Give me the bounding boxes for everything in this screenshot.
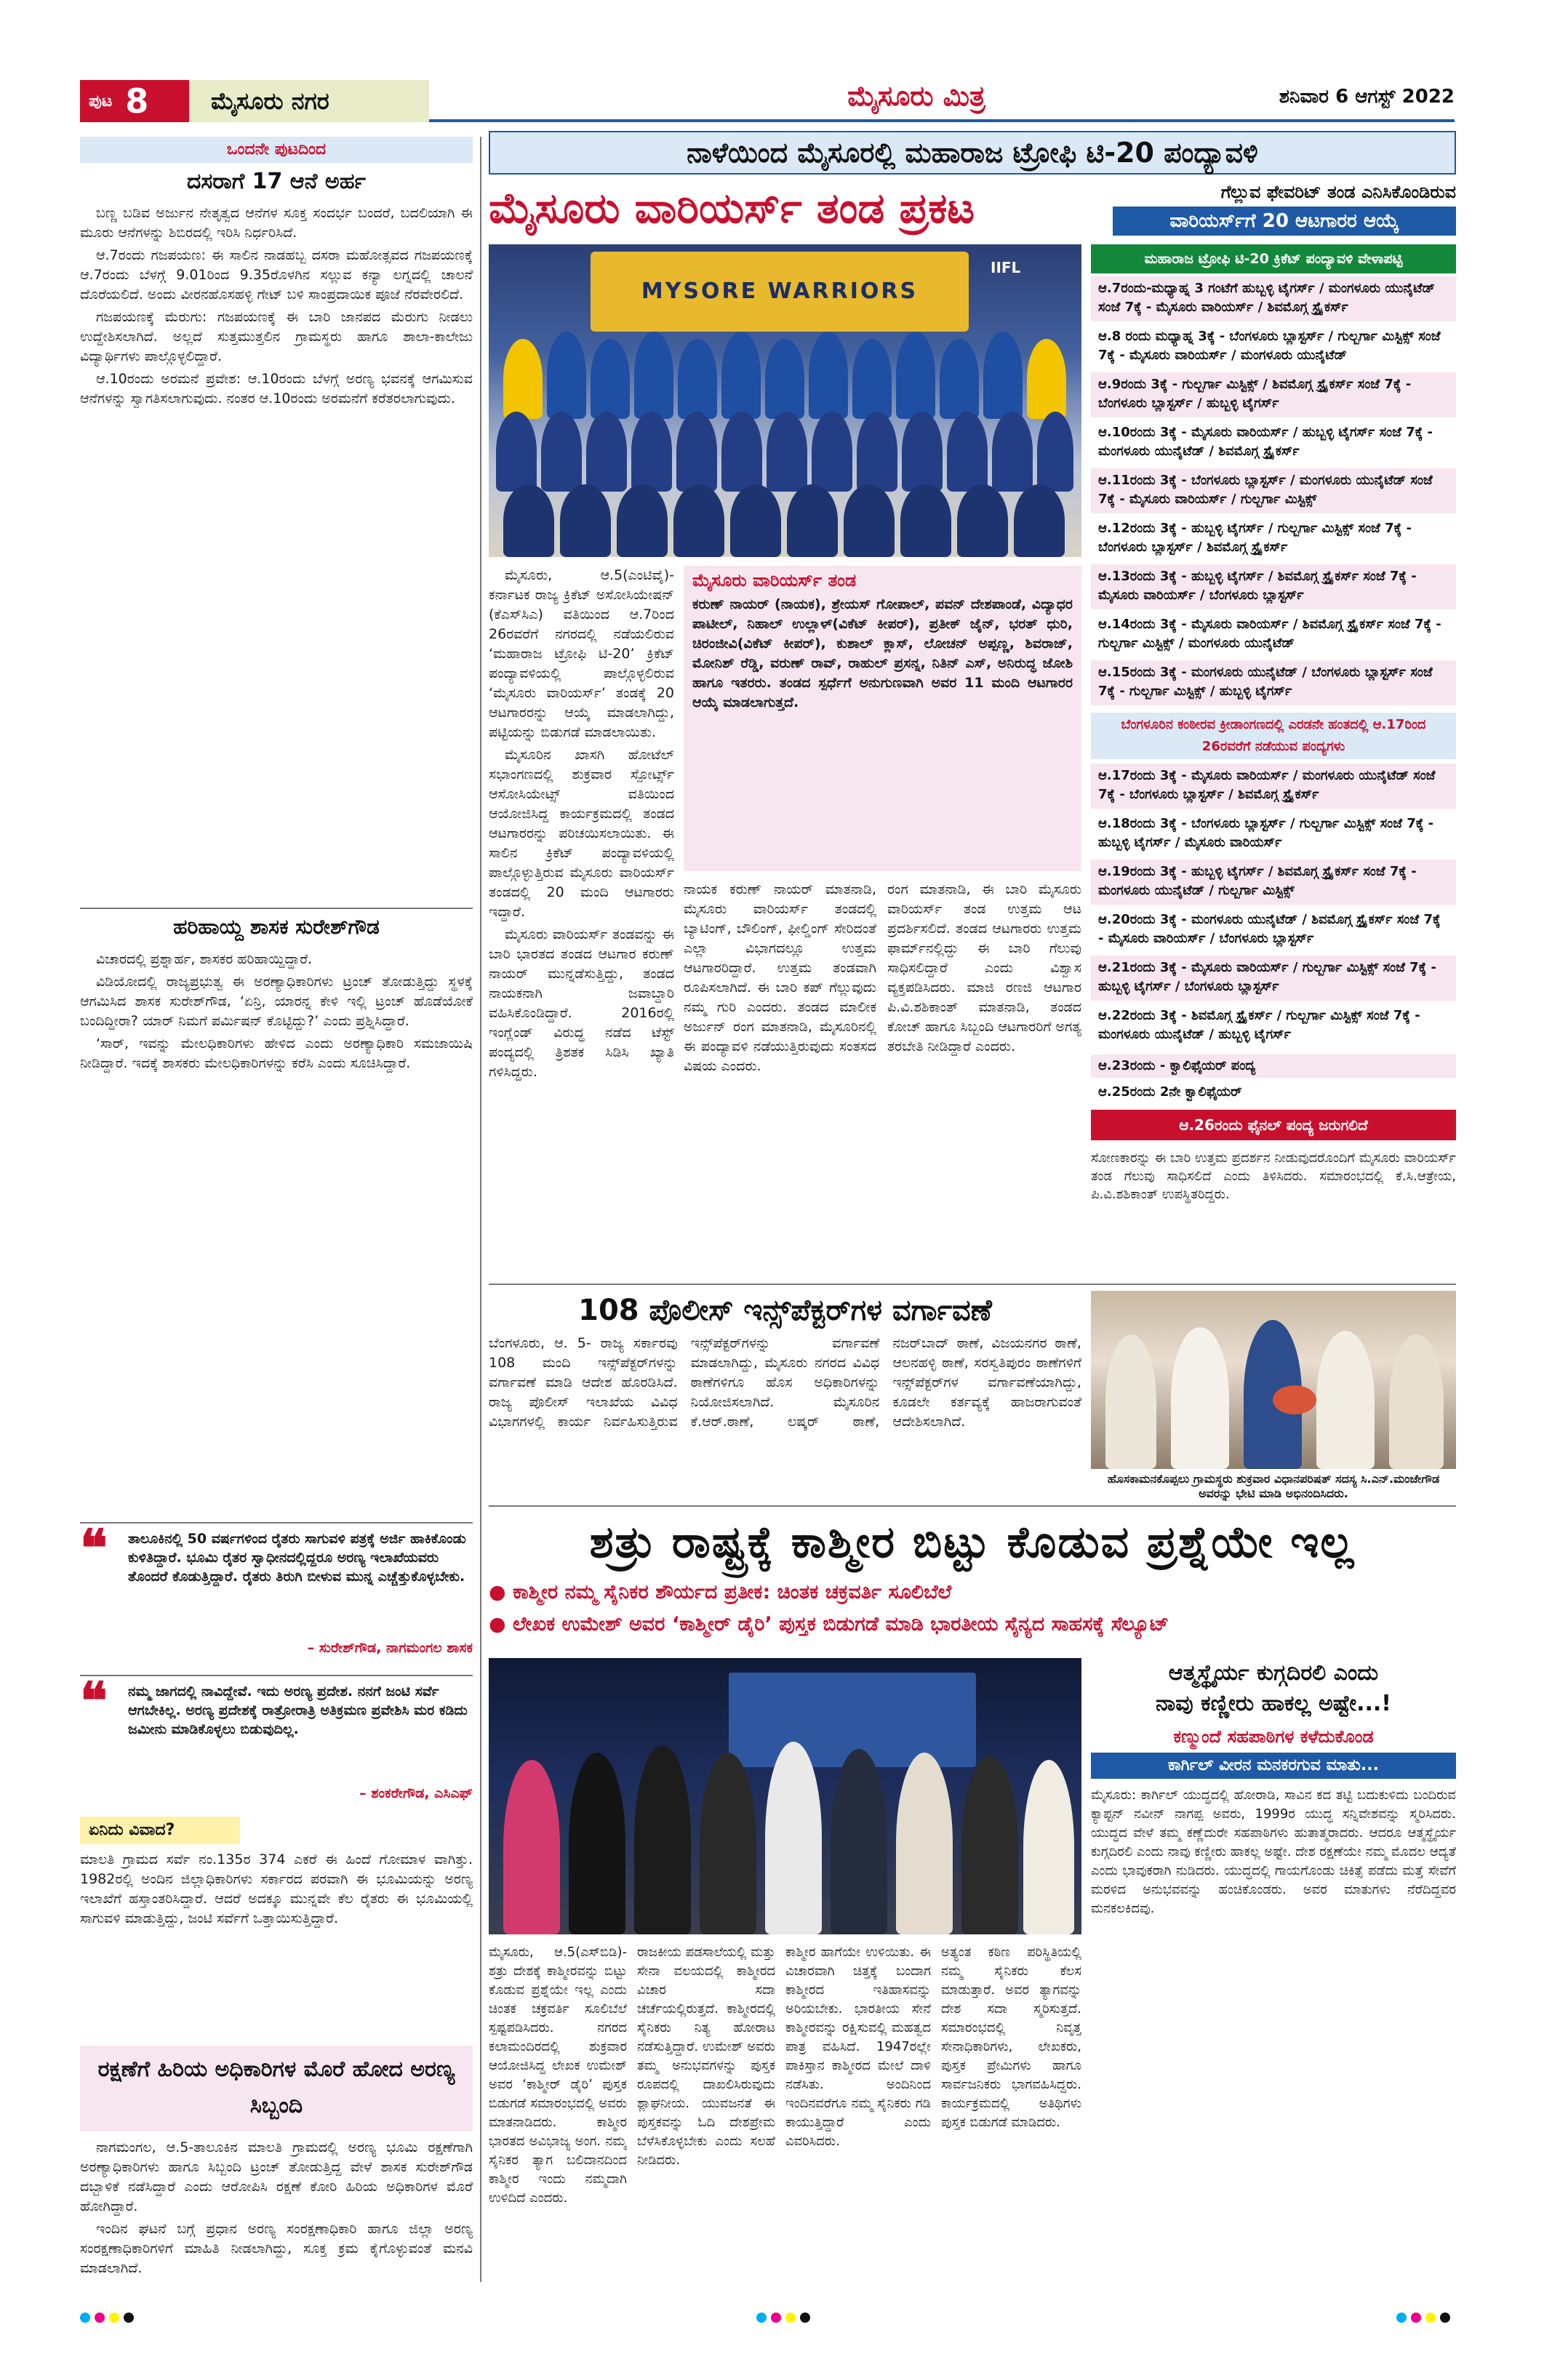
registration-dot: [109, 2313, 119, 2323]
person: [1023, 1760, 1074, 1934]
cricket-col3: ನಾಯಕ ಕರುಣ್ ನಾಯರ್ ಮಾತನಾಡಿ, ಮೈಸೂರು ವಾರಿಯರ್ಸ್ ತಂಡದಲ್ಲಿ ಬ್ಯಾಟಿಂಗ್, ಬೌಲಿಂಗ್, ಫೀಲ್ಡಿಂಗ್ ಸೇರಿದಂತೆ ಎಲ್ಲಾ ವಿಭಾಗದಲ್ಲೂ ಉತ್ತಮ ಆಟಗಾರರಿದ್ದಾರೆ. ಉತ್ತಮ ತಂಡವಾಗಿ ರೂಪಿಸಲಾಗಿದೆ. ಈ ಬಾರಿ ಕಪ್ ಗೆಲ್ಲುವುದು ನಮ್ಮ ಗುರಿ ಎಂದರು. ತಂಡದ ಮಾಲೀಕ ಅರ್ಜುನ್ ರಂಗ ಮಾತನಾಡಿ, ಮೈಸೂರಿನಲ್ಲಿ ಈ ಪಂದ್ಯಾವಳಿ ನಡೆಯುತ್ತಿರುವುದು ಸಂತಸದ ವಿಷಯ ಎಂದರು.: [684, 881, 876, 1074]
quote2-author: – ಶಂಕರೇಗೌಡ, ಎಸಿಎಫ್: [359, 1785, 473, 1801]
schedule-row: ಆ.7ರಂದು-ಮಧ್ಯಾಹ್ನ 3 ಗಂಟೆಗೆ ಹುಬ್ಬಳ್ಳಿ ಟೈಗರ್ಸ್ / ಮಂಗಳೂರು ಯುನೈಟೆಡ್ ಸಂಜೆ 7ಕ್ಕೆ - ಮೈಸೂರು ವಾರಿಯರ್ಸ್ / ಶಿವಮೊಗ್ಗ ಸ್ಟ್ರೈಕರ್ಸ್: [1091, 276, 1456, 321]
player: [617, 484, 668, 557]
felicitation-photo: [1091, 1291, 1456, 1469]
story3-body: [80, 2138, 473, 2282]
person: [569, 1753, 625, 1934]
header-rule: [429, 119, 1455, 122]
player: [852, 339, 892, 419]
info-box: [80, 1817, 473, 2042]
story1-headline: ದಸರಾಗೆ 17 ಆನೆ ಅರ್ಹ: [186, 169, 367, 194]
page-number: 8: [125, 81, 149, 121]
players-row-middle: [496, 412, 1074, 492]
kashmir-col1: ಮೈಸೂರು, ಆ.5(ಎಸ್‌ಬಿಡಿ)- ಶತ್ರು ದೇಶಕ್ಕೆ ಕಾಶ್ಮೀರವನ್ನು ಬಿಟ್ಟು ಕೊಡುವ ಪ್ರಶ್ನೆಯೇ ಇಲ್ಲ ಎಂದು ಚಿಂತಕ ಚಕ್ರವರ್ತಿ ಸೂಲಿಬೆಲೆ ಸ್ಪಷ್ಟಪಡಿಸಿದರು. ನಗರದ ಕಲಾಮಂದಿರದಲ್ಲಿ ಶುಕ್ರವಾರ ಆಯೋಜಿಸಿದ್ದ ಲೇಖಕ ಉಮೇಶ್ ಅವರ ‘ಕಾಶ್ಮೀರ್ ಡೈರಿ’ ಪುಸ್ತಕ ಬಿಡುಗಡೆ ಸಮಾರಂಭದಲ್ಲಿ ಅವರು ಮಾತನಾಡಿದರು. ಕಾಶ್ಮೀರ ಭಾರತದ ಅವಿಭಾಜ್ಯ ಅಂಗ. ನಮ್ಮ ಸೈನಿಕರ ತ್ಯಾಗ ಬಲಿದಾನದಿಂದ ಕಾಶ್ಮೀರ ಇಂದು ನಮ್ಮದಾಗಿ ಉಳಿದಿದೆ ಎಂದರು.: [489, 1945, 627, 2206]
divider: [489, 1505, 1456, 1507]
issue-date: ಶನಿವಾರ 6 ಆಗಸ್ಟ್ 2022: [1279, 86, 1455, 108]
bullet-icon: ●: [489, 1613, 506, 1636]
section-name: ಮೈಸೂರು ನಗರ: [189, 80, 429, 122]
person: [1171, 1327, 1229, 1469]
player: [676, 412, 717, 492]
schedule-qualifier: ಆ.23ರಂದು - ಕ್ವಾಲಿಫೈಯರ್ ಪಂದ್ಯ: [1091, 1054, 1456, 1078]
schedule-row: ಆ.9ರಂದು 3ಕ್ಕೆ - ಗುಲ್ಬರ್ಗಾ ಮಿಸ್ಟಿಕ್ಸ್ / ಶಿವಮೊಗ್ಗ ಸ್ಟ್ರೈಕರ್ಸ್ ಸಂಜೆ 7ಕ್ಕೆ - ಬೆಂಗಳೂರು ಬ್ಲಾಸ್ಟರ್ಸ್ / ಹುಬ್ಬಳ್ಳಿ ಟೈಗರ್ಸ್: [1091, 372, 1456, 417]
registration-dot: [80, 2313, 90, 2323]
schedule-row: ಆ.18ರಂದು 3ಕ್ಕೆ - ಬೆಂಗಳೂರು ಬ್ಲಾಸ್ಟರ್ಸ್ / ಗುಲ್ಬರ್ಗಾ ಮಿಸ್ಟಿಕ್ಸ್ ಸಂಜೆ 7ಕ್ಕೆ - ಹುಬ್ಬಳ್ಳಿ ಟೈಗರ್ಸ್ / ಮೈಸೂರು ವಾರಿಯರ್ಸ್: [1091, 812, 1456, 857]
registration-dot: [1425, 2313, 1436, 2323]
schedule-panel: [1091, 244, 1456, 1190]
team-list-box: [684, 566, 1081, 871]
bouquet: [1273, 1385, 1316, 1414]
story2-para: ‘ಸಾರ್, ಇವನ್ನು ಮೇಲಧಿಕಾರಿಗಳು ಹೇಳಿದ ಎಂದು ಅರಣ್ಯಾಧಿಕಾರಿ ಸಮಜಾಯಿಷಿ ನೀಡಿದ್ದಾರೆ. ಇದಕ್ಕೆ ಶಾಸಕರು ಮೇಲಧಿಕಾರಿಗಳನ್ನು ಕರೆಸಿ ಎಂದು ಸೂಚಿಸಿದ್ದಾರೆ.: [80, 1036, 473, 1071]
player: [721, 412, 762, 492]
story1-para: ಬಣ್ಣ ಬಡಿವ ಅರ್ಜುನ ನೇತೃತ್ವದ ಆನೆಗಳ ಸೂಕ್ತ ಸಂದರ್ಭ ಬಂದರೆ, ಬದಲಿಯಾಗಿ ಈ ಮೂರು ಆನೆಗಳನ್ನು ಶಿಬಿರದಲ್ಲಿ ಇರಿಸಿ ನಿರ್ಧರಿಸಿದೆ.: [80, 205, 473, 241]
player: [730, 484, 781, 557]
schedule-row: ಆ.21ರಂದು 3ಕ್ಕೆ - ಮೈಸೂರು ವಾರಿಯರ್ಸ್ / ಗುಲ್ಬರ್ಗಾ ಮಿಸ್ಟಿಕ್ಸ್ ಸಂಜೆ 7ಕ್ಕೆ - ಹುಬ್ಬಳ್ಳಿ ಟೈಗರ್ಸ್ / ಬೆಂಗಳೂರು ಬ್ಲಾಸ್ಟರ್ಸ್: [1091, 956, 1456, 1001]
registration-dot: [756, 2313, 767, 2323]
person: [634, 1745, 691, 1934]
backdrop-banner: MYSORE WARRIORS: [591, 252, 969, 332]
registration-dot: [124, 2313, 134, 2323]
player: [983, 332, 1023, 419]
player: [767, 412, 807, 492]
kashmir-col2: ರಾಜಕೀಯ ಪಡಸಾಲೆಯಲ್ಲಿ ಮತ್ತು ಸೇನಾ ವಲಯದಲ್ಲಿ ಕಾಶ್ಮೀರದ ವಿಚಾರ ಸದಾ ಚರ್ಚೆಯಲ್ಲಿರುತ್ತದೆ. ಕಾಶ್ಮೀರದಲ್ಲಿ ಸೈನಿಕರು ನಿತ್ಯ ಹೋರಾಟ ನಡೆಸುತ್ತಿದ್ದಾರೆ. ಉಮೇಶ್ ಅವರು ತಮ್ಮ ಅನುಭವಗಳನ್ನು ಪುಸ್ತಕ ರೂಪದಲ್ಲಿ ದಾಖಲಿಸಿರುವುದು ಶ್ಲಾಘನೀಯ. ಯುವಜನತೆ ಈ ಪುಸ್ತಕವನ್ನು ಓದಿ ದೇಶಪ್ರೇಮ ಬೆಳೆಸಿಕೊಳ್ಳಬೇಕು ಎಂದು ಸಲಹೆ ನೀಡಿದರು.: [637, 1945, 775, 2168]
kargil-sub-1: ಕಣ್ಮುಂದೆ ಸಹಪಾಠಿಗಳ ಕಳೆದುಕೊಂಡ: [1173, 1726, 1374, 1747]
player: [992, 412, 1033, 492]
kashmir-sub1: ● ಕಾಶ್ಮೀರ ನಮ್ಮ ಸೈನಿಕರ ಶೌರ್ಯದ ಪ್ರತೀಕ: ಚಿಂತಕ ಚಕ್ರವರ್ತಿ ಸೂಲಿಬೆಲೆ: [489, 1581, 952, 1604]
registration-dot: [95, 2313, 105, 2323]
quote1-author: – ಸುರೇಶ್‌ಗೌಡ, ನಾಗಮಂಗಲ ಶಾಸಕ: [307, 1640, 473, 1656]
person: [1316, 1331, 1375, 1469]
cricket-para: ಮೈಸೂರಿನ ಖಾಸಗಿ ಹೋಟೆಲ್ ಸಭಾಂಗಣದಲ್ಲಿ ಶುಕ್ರವಾರ ಸ್ಪೋರ್ಟ್ಸ್ ಆಸೋಸಿಯೇಟ್ಸ್ ವತಿಯಿಂದ ಆಯೋಜಿಸಿದ್ದ ಕಾರ್ಯಕ್ರಮದಲ್ಲಿ ತಂಡದ ಆಟಗಾರರನ್ನು ಪರಿಚಯಿಸಲಾಯಿತು. ಈ ಸಾಲಿನ ಕ್ರಿಕೆಟ್ ಪಂದ್ಯಾವಳಿಯಲ್ಲಿ ಪಾಲ್ಗೊಳ್ಳುತ್ತಿರುವ ಮೈಸೂರು ವಾರಿಯರ್ಸ್ ತಂಡದಲ್ಲಿ 20 ಮಂದಿ ಆಟಗಾರರು ಇದ್ದಾರೆ.: [489, 747, 674, 920]
player: [496, 412, 537, 492]
player: [844, 484, 895, 557]
divider: [80, 908, 473, 909]
player: [586, 412, 627, 492]
schedule-row: ಆ.14ರಂದು 3ಕ್ಕೆ - ಮೈಸೂರು ವಾರಿಯರ್ಸ್ / ಶಿವಮೊಗ್ಗ ಸ್ಟ್ರೈಕರ್ಸ್ ಸಂಜೆ 7ಕ್ಕೆ - ಗುಲ್ಬರ್ಗಾ ಮಿಸ್ಟಿಕ್ಸ್ / ಮಂಗಳೂರು ಯುನೈಟೆಡ್: [1091, 612, 1456, 657]
person: [961, 1756, 1018, 1934]
person: [896, 1753, 953, 1934]
police-headline: 108 ಪೊಲೀಸ್ ಇನ್ಸ್‌ಪೆಕ್ಟರ್‌ಗಳ ವರ್ಗಾವಣೆ: [578, 1294, 992, 1327]
story1-body: [80, 204, 473, 902]
kashmir-sub2: ● ಲೇಖಕ ಉಮೇಶ್ ಅವರ ‘ಕಾಶ್ಮೀರ್ ಡೈರಿ’ ಪುಸ್ತಕ ಬಿಡುಗಡೆ ಮಾಡಿ ಭಾರತೀಯ ಸೈನ್ಯದ ಸಾಹಸಕ್ಕೆ ಸೆಲ್ಯೂಟ್: [489, 1613, 1169, 1636]
player: [631, 412, 672, 492]
player: [787, 484, 838, 557]
schedule-row: ಆ.15ರಂದು 3ಕ್ಕೆ - ಮಂಗಳೂರು ಯುನೈಟೆಡ್ / ಬೆಂಗಳೂರು ಬ್ಲಾಸ್ಟರ್ಸ್ ಸಂಜೆ 7ಕ್ಕೆ - ಗುಲ್ಬರ್ಗಾ ಮಿಸ್ಟಿಕ್ಸ್ / ಹುಬ್ಬಳ್ಳಿ ಟೈಗರ್ಸ್: [1091, 660, 1456, 705]
kashmir-col4: ಅತ್ಯಂತ ಕಠಿಣ ಪರಿಸ್ಥಿತಿಯಲ್ಲಿ ನಮ್ಮ ಸೈನಿಕರು ಕೆಲಸ ಮಾಡುತ್ತಾರೆ. ಅವರ ತ್ಯಾಗವನ್ನು ದೇಶ ಸದಾ ಸ್ಮರಿಸುತ್ತದೆ. ಸಮಾರಂಭದಲ್ಲಿ ನಿವೃತ್ತ ಸೇನಾಧಿಕಾರಿಗಳು, ಲೇಖಕರು, ಪುಸ್ತಕ ಪ್ರೇಮಿಗಳು ಹಾಗೂ ಸಾರ್ವಜನಿಕರು ಭಾಗವಹಿಸಿದ್ದರು. ಕಾರ್ಯಕ್ರಮದಲ್ಲಿ ಅತಿಥಿಗಳು ಪುಸ್ತಕ ಬಿಡುಗಡೆ ಮಾಡಿದರು.: [941, 1945, 1081, 2130]
quote-box-2: [80, 1670, 473, 1809]
player: [809, 332, 848, 419]
schedule-final: ಆ.26ರಂದು ಫೈನಲ್ ಪಂದ್ಯ ಜರುಗಲಿದೆ: [1091, 1110, 1456, 1140]
player: [957, 484, 1008, 557]
players-row-back: [503, 332, 1067, 419]
story3-para: ಇಂದಿನ ಘಟನೆ ಬಗ್ಗೆ ಪ್ರಧಾನ ಅರಣ್ಯ ಸಂರಕ್ಷಣಾಧಿಕಾರಿ ಹಾಗೂ ಜಿಲ್ಲಾ ಅರಣ್ಯ ಸಂರಕ್ಷಣಾಧಿಕಾರಿಗಳಿಗೆ ಮಾಹಿತಿ ನೀಡಲಾಗಿದ್ದು, ಸೂಕ್ತ ಕ್ರಮ ಕೈಗೊಳ್ಳುವಂತೆ ಮನವಿ ಮಾಡಲಾಗಿದೆ.: [80, 2221, 473, 2276]
player: [765, 339, 804, 419]
team-photo: [489, 244, 1081, 557]
player: [900, 484, 951, 557]
print-registration-dots: [756, 2313, 815, 2327]
cricket-col4: ರಂಗ ಮಾತನಾಡಿ, ಈ ಬಾರಿ ಮೈಸೂರು ವಾರಿಯರ್ಸ್ ತಂಡ ಉತ್ತಮ ಆಟ ಪ್ರದರ್ಶಿಸಲಿದೆ. ತಂಡದ ಆಟಗಾರರು ಉತ್ತಮ ಫಾರ್ಮ್‌ನಲ್ಲಿದ್ದು ಈ ಬಾರಿ ಗೆಲುವು ಸಾಧಿಸಲಿದ್ದಾರೆ ಎಂದು ವಿಶ್ವಾಸ ವ್ಯಕ್ತಪಡಿಸಿದರು. ಮಾಜಿ ರಣಜಿ ಆಟಗಾರ ಪಿ.ವಿ.ಶಶಿಕಾಂತ್ ಮಾತನಾಡಿ, ತಂಡದ ಕೋಚ್ ಹಾಗೂ ಸಿಬ್ಬಂದಿ ಆಟಗಾರರಿಗೆ ಅಗತ್ಯ ತರಬೇತಿ ನೀಡಿದ್ದಾರೆ ಎಂದರು.: [887, 881, 1081, 1054]
masthead: ಮೈಸೂರು ಮಿತ್ರ: [847, 80, 985, 112]
player: [560, 484, 611, 557]
schedule-row: ಆ.17ರಂದು 3ಕ್ಕೆ - ಮೈಸೂರು ವಾರಿಯರ್ಸ್ / ಮಂಗಳೂರು ಯುನೈಟೆಡ್ ಸಂಜೆ 7ಕ್ಕೆ - ಬೆಂಗಳೂರು ಬ್ಲಾಸ್ಟರ್ಸ್ / ಶಿವಮೊಗ್ಗ ಸ್ಟ್ರೈಕರ್ಸ್: [1091, 764, 1456, 809]
registration-dot: [1411, 2313, 1421, 2323]
story3-head-box: [80, 2046, 473, 2131]
schedule-row: ಆ.19ರಂದು 3ಕ್ಕೆ - ಹುಬ್ಬಳ್ಳಿ ಟೈಗರ್ಸ್ / ಶಿವಮೊಗ್ಗ ಸ್ಟ್ರೈಕರ್ಸ್ ಸಂಜೆ 7ಕ್ಕೆ - ಮಂಗಳೂರು ಯುನೈಟೆಡ್ / ಗುಲ್ಬರ್ಗಾ ಮಿಸ್ಟಿಕ್ಸ್: [1091, 860, 1456, 905]
kargil-headline-2: ನಾವು ಕಣ್ಣೀರು ಹಾಕಲ್ಲ ಅಷ್ಟೇ...!: [1155, 1691, 1391, 1716]
schedule-semifinal: ಆ.25ರಂದು 2ನೇ ಕ್ವಾಲಿಫೈಯರ್: [1098, 1084, 1242, 1100]
story2-para: ವಿಚಾರದಲ್ಲಿ ಪ್ರಶ್ನಾರ್ಹ, ಶಾಸಕರ ಹರಿಹಾಯ್ದಿದ್ದಾರೆ.: [96, 951, 313, 967]
felicitation-caption: ಹೊಸಕಾಮನಕೊಪ್ಪಲು ಗ್ರಾಮಸ್ಥರು ಶುಕ್ರವಾರ ವಿಧಾನಪರಿಷತ್ ಸದಸ್ಯ ಸಿ.ಎನ್.ಮಂಜೇಗೌಡ ಅವರನ್ನು ಭೇಟಿ ಮಾಡಿ ಅಭಿನಂದಿಸಿದರು.: [1107, 1472, 1440, 1500]
page-label: ಪುಟ: [89, 92, 113, 111]
person: [765, 1742, 822, 1934]
info-box-body: ಮಾಲತಿ ಗ್ರಾಮದ ಸರ್ವೆ ನಂ.135ರ 374 ಎಕರೆ ಈ ಹಿಂದೆ ಗೋಮಾಳ ವಾಗಿತ್ತು. 1982ರಲ್ಲಿ ಅಂದಿನ ಜಿಲ್ಲಾಧಿಕಾರಿಗಳು ಸರ್ಕಾರದ ಪರವಾಗಿ ಈ ಭೂಮಿಯನ್ನು ಅರಣ್ಯ ಇಲಾಖೆಗೆ ಹಸ್ತಾಂತರಿಸಿದ್ದಾರೆ. ಆದರೆ ಅದಕ್ಕೂ ಮುನ್ನವೇ ಕೆಲ ರೈತರು ಈ ಭೂಮಿಯಲ್ಲಿ ಸಾಗುವಳಿ ಮಾಡುತ್ತಿದ್ದು, ಜಂಟಿ ಸರ್ವೆಗೆ ಒತ್ತಾಯಿಸುತ್ತಿದ್ದಾರೆ.: [80, 1851, 473, 1926]
registration-dot: [785, 2313, 796, 2323]
player: [547, 332, 586, 419]
print-registration-dots: [80, 2313, 138, 2327]
player: [503, 484, 554, 557]
kargil-headline-1: ಆತ್ಮಸ್ಥೈರ್ಯ ಕುಗ್ಗದಿರಲಿ ಎಂದು: [1168, 1660, 1379, 1686]
cricket-subhead-1: ಗೆಲ್ಲುವ ಫೇವರಿಟ್ ತಂಡ ಎನಿಸಿಕೊಂಡಿರುವ: [1220, 182, 1456, 202]
player: [503, 339, 543, 419]
divider: [489, 1284, 1456, 1285]
schedule-row: ಆ.12ರಂದು 3ಕ್ಕೆ - ಹುಬ್ಬಳ್ಳಿ ಟೈಗರ್ಸ್ / ಗುಲ್ಬರ್ಗಾ ಮಿಸ್ಟಿಕ್ಸ್ ಸಂಜೆ 7ಕ್ಕೆ - ಬೆಂಗಳೂರು ಬ್ಲಾಸ್ಟರ್ಸ್ / ಶಿವಮೊಗ್ಗ ಸ್ಟ್ರೈಕರ್ಸ್: [1091, 516, 1456, 561]
kashmir-subhead: [489, 1577, 1456, 1648]
schedule-row: ಆ.10ರಂದು 3ಕ್ಕೆ - ಮೈಸೂರು ವಾರಿಯರ್ಸ್ / ಹುಬ್ಬಳ್ಳಿ ಟೈಗರ್ಸ್ ಸಂಜೆ 7ಕ್ಕೆ - ಮಂಗಳೂರು ಯುನೈಟೆಡ್ / ಶಿವಮೊಗ್ಗ ಸ್ಟ್ರೈಕರ್ಸ್: [1091, 420, 1456, 465]
players-row-front: [503, 484, 1067, 557]
info-box-head: ಏನಿದು ವಿವಾದ?: [80, 1817, 240, 1844]
registration-dot: [771, 2313, 781, 2323]
registration-dot: [1396, 2313, 1407, 2323]
cricket-headline: ಮೈಸೂರು ವಾರಿಯರ್ಸ್ ತಂಡ ಪ್ರಕಟ: [489, 183, 975, 233]
player: [1037, 412, 1073, 492]
player: [812, 412, 852, 492]
player: [947, 412, 988, 492]
person: [1105, 1334, 1156, 1469]
cricket-subhead-2: ವಾರಿಯರ್ಸ್‌ಗೆ 20 ಆಟಗಾರರ ಆಯ್ಕೆ: [1113, 207, 1456, 236]
player: [721, 332, 761, 419]
registration-dot: [1440, 2313, 1450, 2323]
schedule-row: ಆ.22ರಂದು 3ಕ್ಕೆ - ಶಿವಮೊಗ್ಗ ಸ್ಟ್ರೈಕರ್ಸ್ / ಗುಲ್ಬರ್ಗಾ ಮಿಸ್ಟಿಕ್ಸ್ ಸಂಜೆ 7ಕ್ಕೆ - ಮಂಗಳೂರು ಯುನೈಟೆಡ್ / ಹುಬ್ಬಳ್ಳಿ ಟೈಗರ್ಸ್: [1091, 1004, 1456, 1049]
cricket-subhead-box: [1113, 179, 1456, 237]
player: [678, 339, 717, 419]
schedule-title: ಮಹಾರಾಜ ಟ್ರೋಫಿ ಟಿ-20 ಕ್ರಿಕೆಟ್ ಪಂದ್ಯಾವಳಿ ವೇಳಾಪಟ್ಟಿ: [1091, 244, 1456, 273]
person: [503, 1760, 560, 1934]
kashmir-col3: ಕಾಶ್ಮೀರ ಹಾಗೆಯೇ ಉಳಿಯಿತು. ಈ ವಿಚಾರವಾಗಿ ಚಿತ್ತಕ್ಕೆ ಬಂದಾಗ ಕಾಶ್ಮೀರದ ಇತಿಹಾಸವನ್ನು ಅರಿಯಬೇಕು. ಭಾರತೀಯ ಸೇನೆ ಕಾಶ್ಮೀರವನ್ನು ರಕ್ಷಿಸುವಲ್ಲಿ ಮಹತ್ವದ ಪಾತ್ರ ವಹಿಸಿದೆ. 1947ರಲ್ಲೇ ಪಾಕಿಸ್ತಾನ ಕಾಶ್ಮೀರದ ಮೇಲೆ ದಾಳಿ ನಡೆಸಿತು. ಅಂದಿನಿಂದ ಇಂದಿನವರೆಗೂ ನಮ್ಮ ಸೈನಿಕರು ಗಡಿ ಕಾಯುತ್ತಿದ್ದಾರೆ ಎಂದು ವಿವರಿಸಿದರು.: [785, 1945, 931, 2149]
schedule-bengaluru-head: ಬೆಂಗಳೂರಿನ ಕಂಠೀರವ ಕ್ರೀಡಾಂಗಣದಲ್ಲಿ ಎರಡನೇ ಹಂತದಲ್ಲಿ ಆ.17ರಿಂದ 26ರವರೆಗೆ ನಡೆಯುವ ಪಂದ್ಯಗಳು: [1091, 713, 1456, 759]
player: [896, 332, 935, 419]
schedule-row: ಆ.20ರಂದು 3ಕ್ಕೆ - ಮಂಗಳೂರು ಯುನೈಟೆಡ್ / ಶಿವಮೊಗ್ಗ ಸ್ಟ್ರೈಕರ್ಸ್ ಸಂಜೆ 7ಕ್ಕೆ - ಮೈಸೂರು ವಾರಿಯರ್ಸ್ / ಬೆಂಗಳೂರು ಬ್ಲಾಸ್ಟರ್ಸ್: [1091, 908, 1456, 953]
story1-para: ಗಜಪಯಣಕ್ಕೆ ಮೆರುಗು: ಗಜಪಯಣಕ್ಕೆ ಈ ಬಾರಿ ಜಾನಪದ ಮೆರುಗು ನೀಡಲು ಉದ್ದೇಶಿಸಲಾಗಿದೆ. ಅಲ್ಲದೆ ಸುತ್ತಮುತ್ತಲಿನ ಗ್ರಾಮಸ್ಥರು ಹಾಗೂ ಶಾಲಾ-ಕಾಲೇಜು ವಿದ್ಯಾರ್ಥಿಗಳು ಪಾಲ್ಗೊಳ್ಳಲಿದ್ದಾರೆ.: [80, 309, 473, 364]
kargil-sub-2: ಕಾರ್ಗಿಲ್ ವೀರನ ಮನಕರಗುವ ಮಾತು...: [1091, 1753, 1456, 1779]
story2-para: ವಿಡಿಯೋದಲ್ಲಿ ರಾಜ್ಯಪ್ರಭುತ್ವ ಈ ಅರಣ್ಯಾಧಿಕಾರಿಗಳು ಟ್ರಂಚ್ ತೋಡುತ್ತಿದ್ದು ಸ್ಥಳಕ್ಕೆ ಆಗಮಿಸಿದ ಶಾಸಕ ಸುರೇಶ್‌ಗೌಡ, ‘ಏನ್ರಿ, ಯಾರನ್ನ ಕೇಳಿ ಇಲ್ಲಿ ಟ್ರಂಚ್ ಹೊಡೆಯೋಕೆ ಬಂದಿದ್ದೀರಾ? ಯಾರ್ ನಿಮಗೆ ಪರ್ಮಿಷನ್ ಕೊಟ್ಟಿದ್ದು?’ ಎಂದು ಪ್ರಶ್ನಿಸಿದ್ದಾರೆ.: [80, 974, 473, 1029]
story3-headline: ರಕ್ಷಣೆಗೆ ಹಿರಿಯ ಅಧಿಕಾರಿಗಳ ಮೊರೆ ಹೋದ ಅರಣ್ಯ ಸಿಬ್ಬಂದಿ: [97, 2057, 455, 2118]
story1-para: ಆ.7ರಂದು ಗಜಪಯಣ: ಈ ಸಾಲಿನ ನಾಡಹಬ್ಬ ದಸರಾ ಮಹೋತ್ಸವದ ಗಜಪಯಣಕ್ಕೆ ಆ.7ರಂದು ಬೆಳಗ್ಗೆ 9.01ರಿಂದ 9.35ರೊಳಗಿನ ಸಲ್ಲುವ ಕನ್ಯಾ ಲಗ್ನದಲ್ಲಿ ಚಾಲನೆ ದೊರೆಯಲಿದೆ. ಅಂದು ವೀರನಹೊಸಹಳ್ಳಿ ಗೇಟ್ ಬಳಿ ಸಾಂಪ್ರದಾಯಿಕ ಪೂಜೆ ನೆರವೇರಲಿದೆ.: [80, 247, 473, 303]
story2-headline: ಹರಿಹಾಯ್ದ ಶಾಸಕ ಸುರೇಶ್‌ಗೌಡ: [173, 915, 380, 939]
top-banner: [489, 131, 1456, 175]
person: [1389, 1334, 1444, 1469]
sponsor-logo: IIFL: [991, 259, 1021, 276]
kargil-box: [1091, 1658, 1456, 2282]
kargil-body: ಮೈಸೂರು: ಕಾರ್ಗಿಲ್ ಯುದ್ಧದಲ್ಲಿ ಹೋರಾಡಿ, ಸಾವಿನ ಕದ ತಟ್ಟಿ ಬದುಕುಳಿದು ಬಂದಿರುವ ಕ್ಯಾಪ್ಟನ್ ನವೀನ್ ನಾಗಪ್ಪ ಅವರು, 1999ರ ಯುದ್ಧ ಸನ್ನಿವೇಶವನ್ನು ಸ್ಮರಿಸಿದರು. ಯುದ್ಧದ ವೇಳೆ ತಮ್ಮ ಕಣ್ಣೆದುರೇ ಸಹಪಾಠಿಗಳು ಹುತಾತ್ಮರಾದರು. ಆದರೂ ಆತ್ಮಸ್ಥೈರ್ಯ ಕುಗ್ಗದಿರಲಿ ಎಂದು ನಾವು ಕಣ್ಣೀರು ಹಾಕಲ್ಲ ಅಷ್ಟೇ. ದೇಶ ರಕ್ಷಣೆಯೇ ನಮ್ಮ ಮೊದಲ ಆದ್ಯತೆ ಎಂದು ಭಾವುಕರಾಗಿ ನುಡಿದರು. ಯುದ್ಧದಲ್ಲಿ ಗಾಯಗೊಂಡು ಚಿಕಿತ್ಸೆ ಪಡೆದು ಮತ್ತೆ ಸೇವೆಗೆ ಮರಳಿದ ಅನುಭವವನ್ನು ಹಂಚಿಕೊಂಡರು. ಅವರ ಮಾತುಗಳು ನೆರೆದಿದ್ದವರ ಮನಕಲಕಿದವು.: [1091, 1787, 1456, 1916]
team-list-head: ಮೈಸೂರು ವಾರಿಯರ್ಸ್ ತಂಡ: [692, 570, 857, 590]
police-body: ಬೆಂಗಳೂರು, ಆ. 5- ರಾಜ್ಯ ಸರ್ಕಾರವು 108 ಮಂದಿ ಇನ್ಸ್‌ಪೆಕ್ಟರ್‌ಗಳನ್ನು ವರ್ಗಾವಣೆ ಮಾಡಿ ಆದೇಶ ಹೊರಡಿಸಿದೆ. ರಾಜ್ಯ ಪೊಲೀಸ್ ಇಲಾಖೆಯ ವಿವಿಧ ವಿಭಾಗಗಳಲ್ಲಿ ಕಾರ್ಯ ನಿರ್ವಹಿಸುತ್ತಿರುವ ಇನ್ಸ್‌ಪೆಕ್ಟರ್‌ಗಳನ್ನು ವರ್ಗಾವಣೆ ಮಾಡಲಾಗಿದ್ದು, ಮೈಸೂರು ನಗರದ ವಿವಿಧ ಠಾಣೆಗಳಿಗೂ ಹೊಸ ಅಧಿಕಾರಿಗಳನ್ನು ನಿಯೋಜಿಸಲಾಗಿದೆ. ಮೈಸೂರಿನ ಕೆ.ಆರ್.ಠಾಣೆ, ಲಷ್ಕರ್ ಠಾಣೆ, ನಜರ್‌ಬಾದ್ ಠಾಣೆ, ವಿಜಯನಗರ ಠಾಣೆ, ಆಲನಹಳ್ಳಿ ಠಾಣೆ, ಸರಸ್ವತಿಪುರಂ ಠಾಣೆಗಳಿಗೆ ಇನ್ಸ್‌ಪೆಕ್ಟರ್‌ಗಳ ವರ್ಗಾವಣೆಯಾಗಿದ್ದು, ಕೂಡಲೇ ಕರ್ತವ್ಯಕ್ಕೆ ಹಾಜರಾಗುವಂತೆ ಆದೇಶಿಸಲಾಗಿದೆ.: [489, 1335, 1081, 1430]
page-header: [80, 80, 1455, 125]
story1-para: ಆ.10ರಂದು ಅರಮನೆ ಪ್ರವೇಶ: ಆ.10ರಂದು ಬೆಳಗ್ಗೆ ಅರಣ್ಯ ಭವನಕ್ಕೆ ಆಗಮಿಸುವ ಆನೆಗಳನ್ನು ಸ್ವಾಗತಿಸಲಾಗುವುದು. ನಂತರ ಆ.10ರಂದು ಅರಮನೆಗೆ ಕರೆತರಲಾಗುವುದು.: [80, 371, 473, 407]
quote2-text: ನಮ್ಮ ಜಾಗದಲ್ಲಿ ನಾವಿದ್ದೇವೆ. ಇದು ಅರಣ್ಯ ಪ್ರದೇಶ. ನನಗೆ ಜಂಟಿ ಸರ್ವೆ ಆಗಬೇಕಿಲ್ಲ. ಅರಣ್ಯ ಪ್ರದೇಶಕ್ಕೆ ರಾತ್ರೋರಾತ್ರಿ ಅತಿಕ್ರಮಣ ಪ್ರವೇಶಿಸಿ ಮರ ಕಡಿದು ಜಮೀನು ಮಾಡಿಕೊಳ್ಳಲು ಬಿಡುವುದಿಲ್ಲ.: [128, 1684, 468, 1737]
team-list-body: ಕರುಣ್ ನಾಯರ್ (ನಾಯಕ), ಶ್ರೇಯಸ್ ಗೋಪಾಲ್, ಪವನ್ ದೇಶಪಾಂಡೆ, ವಿದ್ಯಾಧರ ಪಾಟೀಲ್, ನಿಹಾಲ್ ಉಲ್ಲಾಳ್(ವಿಕೆಟ್ ಕೀಪರ್), ಪ್ರತೀಕ್ ಜೈನ್, ಭರತ್ ಧುರಿ, ಚಿರಂಜೀವಿ(ವಿಕೆಟ್ ಕೀಪರ್), ಕುಶಾಲ್ ಕ್ಲಾಸ್, ಲೋಚನ್ ಅಪ್ಪಣ್ಣ, ಶಿವರಾಜ್, ಮೋನಿಶ್ ರೆಡ್ಡಿ, ವರುಣ್ ರಾವ್, ರಾಹುಲ್ ಪ್ರಸನ್ನ, ನಿತಿನ್ ಎಸ್, ಅನಿರುದ್ಧ ಜೋಶಿ ಹಾಗೂ ಇತರರು. ತಂಡದ ಸ್ಪರ್ಧೆಗೆ ಅನುಗುಣವಾಗಿ ಅವರ 11 ಮಂದಿ ಆಟಗಾರರ ಆಯ್ಕೆ ಮಾಡಲಾಗುತ್ತದೆ.: [692, 596, 1073, 710]
banner-line: ನಾಳೆಯಿಂದ ಮೈಸೂರಲ್ಲಿ ಮಹಾರಾಜ ಟ್ರೋಫಿ ಟಿ-20 ಪಂದ್ಯಾವಳಿ: [687, 137, 1258, 169]
player: [940, 339, 979, 419]
person: [700, 1753, 756, 1934]
quote-mark-icon: ❝: [80, 1670, 108, 1731]
player: [673, 484, 724, 557]
player: [541, 412, 582, 492]
kashmir-headline: ಶತ್ರು ರಾಷ್ಟ್ರಕ್ಕೆ ಕಾಶ್ಮೀರ ಬಿಟ್ಟು ಕೊಡುವ ಪ್ರಶ್ನೆಯೇ ಇಲ್ಲ: [589, 1517, 1356, 1568]
player: [902, 412, 943, 492]
schedule-row: ಆ.11ರಂದು 3ಕ್ಕೆ - ಬೆಂಗಳೂರು ಬ್ಲಾಸ್ಟರ್ಸ್ / ಮಂಗಳೂರು ಯುನೈಟೆಡ್ ಸಂಜೆ 7ಕ್ಕೆ - ಮೈಸೂರು ವಾರಿಯರ್ಸ್ / ಗುಲ್ಬರ್ಗಾ ಮಿಸ್ಟಿಕ್ಸ್: [1091, 468, 1456, 513]
player: [591, 339, 630, 419]
cricket-para: ಮೈಸೂರು ವಾರಿಯರ್ಸ್ ತಂಡವನ್ನು ಈ ಬಾರಿ ಭಾರತದ ತಂಡದ ಆಟಗಾರ ಕರುಣ್ ನಾಯರ್ ಮುನ್ನಡೆಸುತ್ತಿದ್ದು, ತಂಡದ ನಾಯಕನಾಗಿ ಜವಾಬ್ದಾರಿ ವಹಿಸಿಕೊಂಡಿದ್ದಾರೆ. 2016ರಲ್ಲಿ ಇಂಗ್ಲೆಂಡ್ ವಿರುದ್ಧ ನಡೆದ ಟೆಸ್ಟ್ ಪಂದ್ಯದಲ್ಲಿ ತ್ರಿಶತಕ ಸಿಡಿಸಿ ಖ್ಯಾತಿ ಗಳಿಸಿದ್ದರು.: [489, 926, 674, 1080]
quote1-text: ತಾಲೂಕಿನಲ್ಲಿ 50 ವರ್ಷಗಳಿಂದ ರೈತರು ಸಾಗುವಳಿ ಪತ್ರಕ್ಕೆ ಅರ್ಜಿ ಹಾಕಿಕೊಂಡು ಕುಳಿತಿದ್ದಾರೆ. ಭೂಮಿ ರೈತರ ಸ್ವಾಧೀನದಲ್ಲಿದ್ದರೂ ಅರಣ್ಯ ಇಲಾಖೆಯವರು ತೊಂದರೆ ಕೊಡುತ್ತಿದ್ದಾರೆ. ರೈತರು ತಿರುಗಿ ಬೀಳುವ ಮುನ್ನ ಎಚ್ಚೆತ್ತುಕೊಳ್ಳಬೇಕು.: [128, 1531, 466, 1585]
person: [831, 1749, 887, 1934]
left-column: [80, 137, 473, 2282]
registration-dot: [800, 2313, 810, 2323]
player: [857, 412, 897, 492]
cricket-para: ಮೈಸೂರು, ಆ.5(ಎಂಟಿವೈ)- ಕರ್ನಾಟಕ ರಾಜ್ಯ ಕ್ರಿಕೆಟ್ ಅಸೋಸಿಯೇಷನ್ (ಕೆಎಸ್‌ಸಿಎ) ವತಿಯಿಂದ ಆ.7ರಿಂದ 26ರವರೆಗೆ ನಗರದಲ್ಲಿ ನಡೆಯಲಿರುವ ‘ಮಹಾರಾಜ ಟ್ರೋಫಿ ಟಿ-20’ ಕ್ರಿಕೆಟ್ ಪಂದ್ಯಾವಳಿಯಲ್ಲಿ ಪಾಲ್ಗೊಳ್ಳಲಿರುವ ‘ಮೈಸೂರು ವಾರಿಯರ್ಸ್’ ತಂಡಕ್ಕೆ 20 ಆಟಗಾರರನ್ನು ಆಯ್ಕೆ ಮಾಡಲಾಗಿದ್ದು, ಪಟ್ಟಿಯನ್ನು ಬಿಡುಗಡೆ ಮಾಡಲಾಯಿತು.: [489, 567, 674, 740]
player: [1027, 339, 1066, 419]
schedule-side-text: ಸೋಣಕಾರನ್ನು ಈ ಬಾರಿ ಉತ್ತಮ ಪ್ರದರ್ಶನ ನೀಡುವುದರೊಂದಿಗೆ ಮೈಸೂರು ವಾರಿಯರ್ಸ್ ತಂಡ ಗೆಲುವು ಸಾಧಿಸಲಿದೆ ಎಂದು ತಿಳಿಸಿದರು. ಸಮಾರಂಭದಲ್ಲಿ ಕೆ.ಸಿ.ಆತ್ರೇಯ, ಪಿ.ವಿ.ಶಶಿಕಾಂತ್ ಉಪಸ್ಥಿತರಿದ್ದರು.: [1091, 1150, 1456, 1202]
book-release-photo: [489, 1658, 1081, 1934]
quote-box-1: [80, 1518, 473, 1668]
schedule-list-mysore: [1091, 276, 1456, 708]
bullet-icon: ●: [489, 1581, 506, 1604]
kicker-bar: ಒಂದನೇ ಪುಟದಿಂದ: [80, 137, 473, 163]
story2-body: [80, 950, 473, 1517]
cricket-story-body: [489, 566, 674, 1278]
story3-para: ನಾಗಮಂಗಲ, ಆ.5-ತಾಲೂಕಿನ ಮಾಲತಿ ಗ್ರಾಮದಲ್ಲಿ ಅರಣ್ಯ ಭೂಮಿ ರಕ್ಷಣೆಗಾಗಿ ಅರಣ್ಯಾಧಿಕಾರಿಗಳು ಹಾಗೂ ಸಿಬ್ಬಂದಿ ಟ್ರಂಚ್ ತೋಡುತ್ತಿದ್ದ ವೇಳೆ ಶಾಸಕ ಸುರೇಶ್‌ಗೌಡ ದಬ್ಬಾಳಿಕೆ ನಡೆಸಿದ್ದಾರೆ ಎಂದು ಆರೋಪಿಸಿ ರಕ್ಷಣೆ ಕೋರಿ ಹಿರಿಯ ಅಧಿಕಾರಿಗಳ ಮೊರೆ ಹೋಗಿದ್ದಾರೆ.: [80, 2139, 473, 2214]
print-registration-dots: [1396, 2313, 1455, 2327]
page-number-badge: [80, 80, 189, 122]
schedule-row: ಆ.8 ರಂದು ಮಧ್ಯಾಹ್ನ 3ಕ್ಕೆ - ಬೆಂಗಳೂರು ಬ್ಲಾಸ್ಟರ್ಸ್ / ಗುಲ್ಬರ್ಗಾ ಮಿಸ್ಟಿಕ್ಸ್ ಸಂಜೆ 7ಕ್ಕೆ - ಮೈಸೂರು ವಾರಿಯರ್ಸ್ / ಮಂಗಳೂರು ಯುನೈಟೆಡ್: [1091, 324, 1456, 369]
player: [1014, 484, 1065, 557]
quote-mark-icon: ❝: [80, 1518, 108, 1578]
schedule-list-bengaluru: [1091, 764, 1456, 1052]
player: [634, 332, 673, 419]
schedule-row: ಆ.13ರಂದು 3ಕ್ಕೆ - ಹುಬ್ಬಳ್ಳಿ ಟೈಗರ್ಸ್ / ಶಿವಮೊಗ್ಗ ಸ್ಟ್ರೈಕರ್ಸ್ ಸಂಜೆ 7ಕ್ಕೆ - ಮೈಸೂರು ವಾರಿಯರ್ಸ್ / ಬೆಂಗಳೂರು ಬ್ಲಾಸ್ಟರ್ಸ್: [1091, 564, 1456, 609]
column-divider: [480, 137, 481, 2282]
